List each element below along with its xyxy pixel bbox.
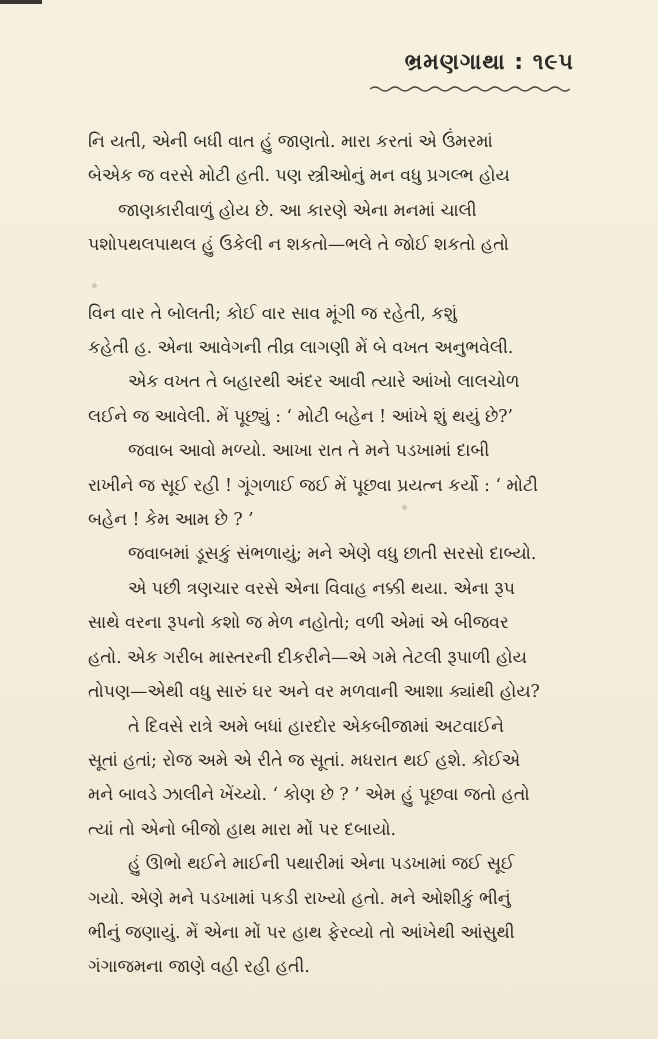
text-line: એક વખત તે બહારથી અંદર આવી ત્યારે આંખો લાલચોળ (128, 372, 520, 393)
paragraph-7 (88, 710, 598, 848)
head-underline-ornament (370, 84, 570, 94)
text-line: સૂતાં હતાં; રોજ અમે એ રીતે જ સૂતાં. મધરાત થઈ હશે. કોઈએ (88, 750, 521, 771)
text-line: નિ યતી, એની બધી વાત હું જાણતો. મારા કરતાં એ ઉંમરમાં (88, 132, 493, 152)
text-line: ગંગાજમના જાણે વહી રહી હતી. (88, 957, 310, 978)
text-line: હું ઊભો થઈને માઈની પથારીમાં એના પડખામાં જઈ સૂઈ (128, 854, 515, 875)
text-line: બહેન ! કેમ આમ છે ? ’ (88, 510, 254, 531)
paragraph-2 (88, 297, 598, 366)
text-line: તોપણ—એથી વધુ સારું ઘર અને વર મળવાની આશા ક્યાંથી હોય? (88, 682, 540, 703)
paragraph-5 (88, 537, 598, 571)
text-line: મને બાવડે ઝાલીને ખેંચ્યો. ‘ કોણ છે ? ’ એમ હું પૂછવા જતો હતો (88, 785, 530, 806)
body-text (88, 125, 598, 985)
page-edge-mark (0, 0, 42, 4)
section-gap (88, 263, 598, 297)
text-line: હતો. એક ગરીબ માસ્તરની દીકરીને—એ ગમે તેટલી રૂપાળી હોય (88, 647, 527, 668)
paragraph-8 (88, 847, 598, 985)
text-line: કહેતી હ. એના આવેગની તીવ્ર લાગણી મેં બે વખત અનુભવેલી. (88, 338, 514, 359)
text-line: લઈને જ આવેલી. મેં પૂછ્યું : ‘ મોટી બહેન ! આંખે શું થયું છે?’ (88, 406, 514, 427)
text-line: ગયો. એણે મને પડખામાં પકડી રાખ્યો હતો. મને ઓશીકું ભીનું (88, 888, 511, 909)
text-line: જવાબમાં ડૂસકું સંભળાયું; મને એણે વધુ છાતી સરસો દાબ્યો. (128, 544, 537, 565)
paragraph-1 (88, 125, 598, 263)
paragraph-4 (88, 434, 598, 537)
text-line: રાખીને જ સૂઈ રહી ! ગૂંગળાઈ જઈ મેં પૂછવા પ્રયત્ન કર્યો : ‘ મોટી (88, 475, 538, 496)
text-line: એ પછી ત્રણચાર વરસે એના વિવાહ નક્કી થયા. એના રૂપ (128, 578, 515, 599)
paper-speck (402, 505, 407, 510)
text-line: સાથે વરના રૂપનો કશો જ મેળ નહોતો; વળી એમાં એ બીજવર (88, 613, 509, 634)
text-line: જાણકારીવાળું હોય છે. આ કારણે એના મનમાં ચાલી (118, 200, 477, 221)
text-line: વિન વાર તે બોલતી; કોઈ વાર સાવ મૂંગી જ રહેતી, કશું (88, 303, 457, 324)
paragraph-6 (88, 572, 598, 710)
text-line: પશોપથલપાથલ હું ઉકેલી ન શકતો—ભલે તે જોઈ શકતો હતો (88, 235, 509, 256)
text-line: ભીનું જણાયું. મેં એના મોં પર હાથ ફેરવ્યો તો આંખેથી આંસુથી (88, 922, 515, 943)
running-head: ભ્રમણગાથા : ૧૯૫ (404, 50, 574, 75)
text-line: તે દિવસે રાત્રે અમે બધાં હારદોર એકબીજામાં અટવાઈને (128, 716, 504, 737)
paragraph-3 (88, 365, 598, 434)
text-line: ત્યાં તો એનો બીજો હાથ મારા મોં પર દબાયો. (88, 819, 397, 840)
text-line: જવાબ આવો મળ્યો. આખા રાત તે મને પડખામાં દાબી (128, 441, 490, 462)
paper-speck (92, 283, 97, 288)
text-line: બેએક જ વરસે મોટી હતી. પણ સ્ત્રીઓનું મન વધુ પ્રગલ્ભ હોય (88, 166, 510, 187)
